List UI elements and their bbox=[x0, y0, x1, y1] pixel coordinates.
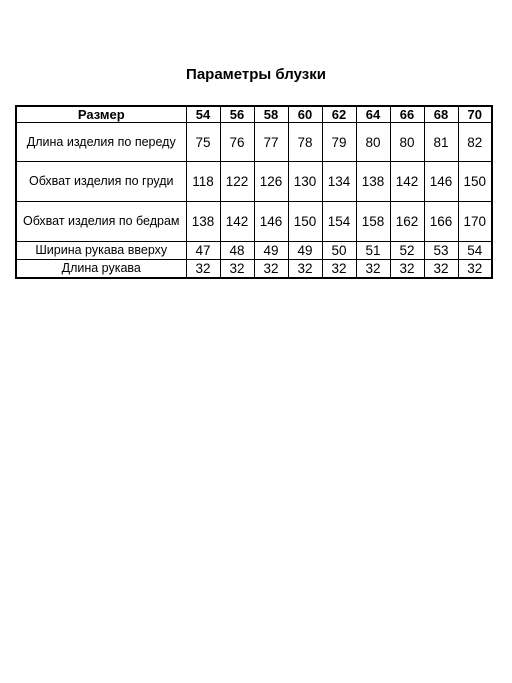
table-row bbox=[16, 260, 492, 279]
size-header-cell: 58 bbox=[254, 106, 288, 123]
size-header-cell: 62 bbox=[322, 106, 356, 123]
row-label: Обхват изделия по бедрам bbox=[16, 202, 186, 242]
table-cell: 49 bbox=[288, 242, 322, 260]
size-header-cell: 68 bbox=[424, 106, 458, 123]
table-cell: 166 bbox=[424, 202, 458, 242]
row-label: Длина рукава bbox=[16, 260, 186, 279]
table-cell: 138 bbox=[356, 162, 390, 202]
table-cell: 32 bbox=[424, 260, 458, 279]
row-label: Длина изделия по переду bbox=[16, 123, 186, 162]
table-cell: 52 bbox=[390, 242, 424, 260]
table-cell: 32 bbox=[356, 260, 390, 279]
table-cell: 80 bbox=[356, 123, 390, 162]
size-table bbox=[15, 105, 493, 279]
table-row bbox=[16, 123, 492, 162]
row-label: Обхват изделия по груди bbox=[16, 162, 186, 202]
table-cell: 79 bbox=[322, 123, 356, 162]
size-header-cell: 66 bbox=[390, 106, 424, 123]
table-cell: 54 bbox=[458, 242, 492, 260]
header-label: Размер bbox=[16, 106, 186, 123]
table-header-row bbox=[16, 106, 492, 123]
table-cell: 76 bbox=[220, 123, 254, 162]
table-cell: 146 bbox=[424, 162, 458, 202]
table-cell: 32 bbox=[254, 260, 288, 279]
table-cell: 134 bbox=[322, 162, 356, 202]
table-cell: 32 bbox=[390, 260, 424, 279]
size-header-cell: 60 bbox=[288, 106, 322, 123]
table-cell: 47 bbox=[186, 242, 220, 260]
table-cell: 51 bbox=[356, 242, 390, 260]
table-cell: 81 bbox=[424, 123, 458, 162]
table-row bbox=[16, 202, 492, 242]
table-cell: 122 bbox=[220, 162, 254, 202]
table-cell: 146 bbox=[254, 202, 288, 242]
row-label: Ширина рукава вверху bbox=[16, 242, 186, 260]
table-cell: 50 bbox=[322, 242, 356, 260]
table-cell: 150 bbox=[458, 162, 492, 202]
size-header-cell: 56 bbox=[220, 106, 254, 123]
table-row bbox=[16, 242, 492, 260]
table-cell: 138 bbox=[186, 202, 220, 242]
table-cell: 32 bbox=[220, 260, 254, 279]
table-cell: 82 bbox=[458, 123, 492, 162]
table-cell: 162 bbox=[390, 202, 424, 242]
table-cell: 53 bbox=[424, 242, 458, 260]
table-cell: 150 bbox=[288, 202, 322, 242]
table-cell: 78 bbox=[288, 123, 322, 162]
table-cell: 142 bbox=[390, 162, 424, 202]
table-cell: 48 bbox=[220, 242, 254, 260]
table-cell: 32 bbox=[322, 260, 356, 279]
table-cell: 154 bbox=[322, 202, 356, 242]
table-cell: 118 bbox=[186, 162, 220, 202]
table-cell: 32 bbox=[186, 260, 220, 279]
table-cell: 126 bbox=[254, 162, 288, 202]
table-cell: 142 bbox=[220, 202, 254, 242]
table-row bbox=[16, 162, 492, 202]
table-cell: 32 bbox=[288, 260, 322, 279]
table-cell: 75 bbox=[186, 123, 220, 162]
table-cell: 32 bbox=[458, 260, 492, 279]
size-header-cell: 54 bbox=[186, 106, 220, 123]
table-cell: 49 bbox=[254, 242, 288, 260]
table-cell: 130 bbox=[288, 162, 322, 202]
table-cell: 170 bbox=[458, 202, 492, 242]
table-cell: 77 bbox=[254, 123, 288, 162]
table-cell: 158 bbox=[356, 202, 390, 242]
size-header-cell: 64 bbox=[356, 106, 390, 123]
page-title: Параметры блузки bbox=[186, 66, 326, 83]
table-cell: 80 bbox=[390, 123, 424, 162]
size-header-cell: 70 bbox=[458, 106, 492, 123]
